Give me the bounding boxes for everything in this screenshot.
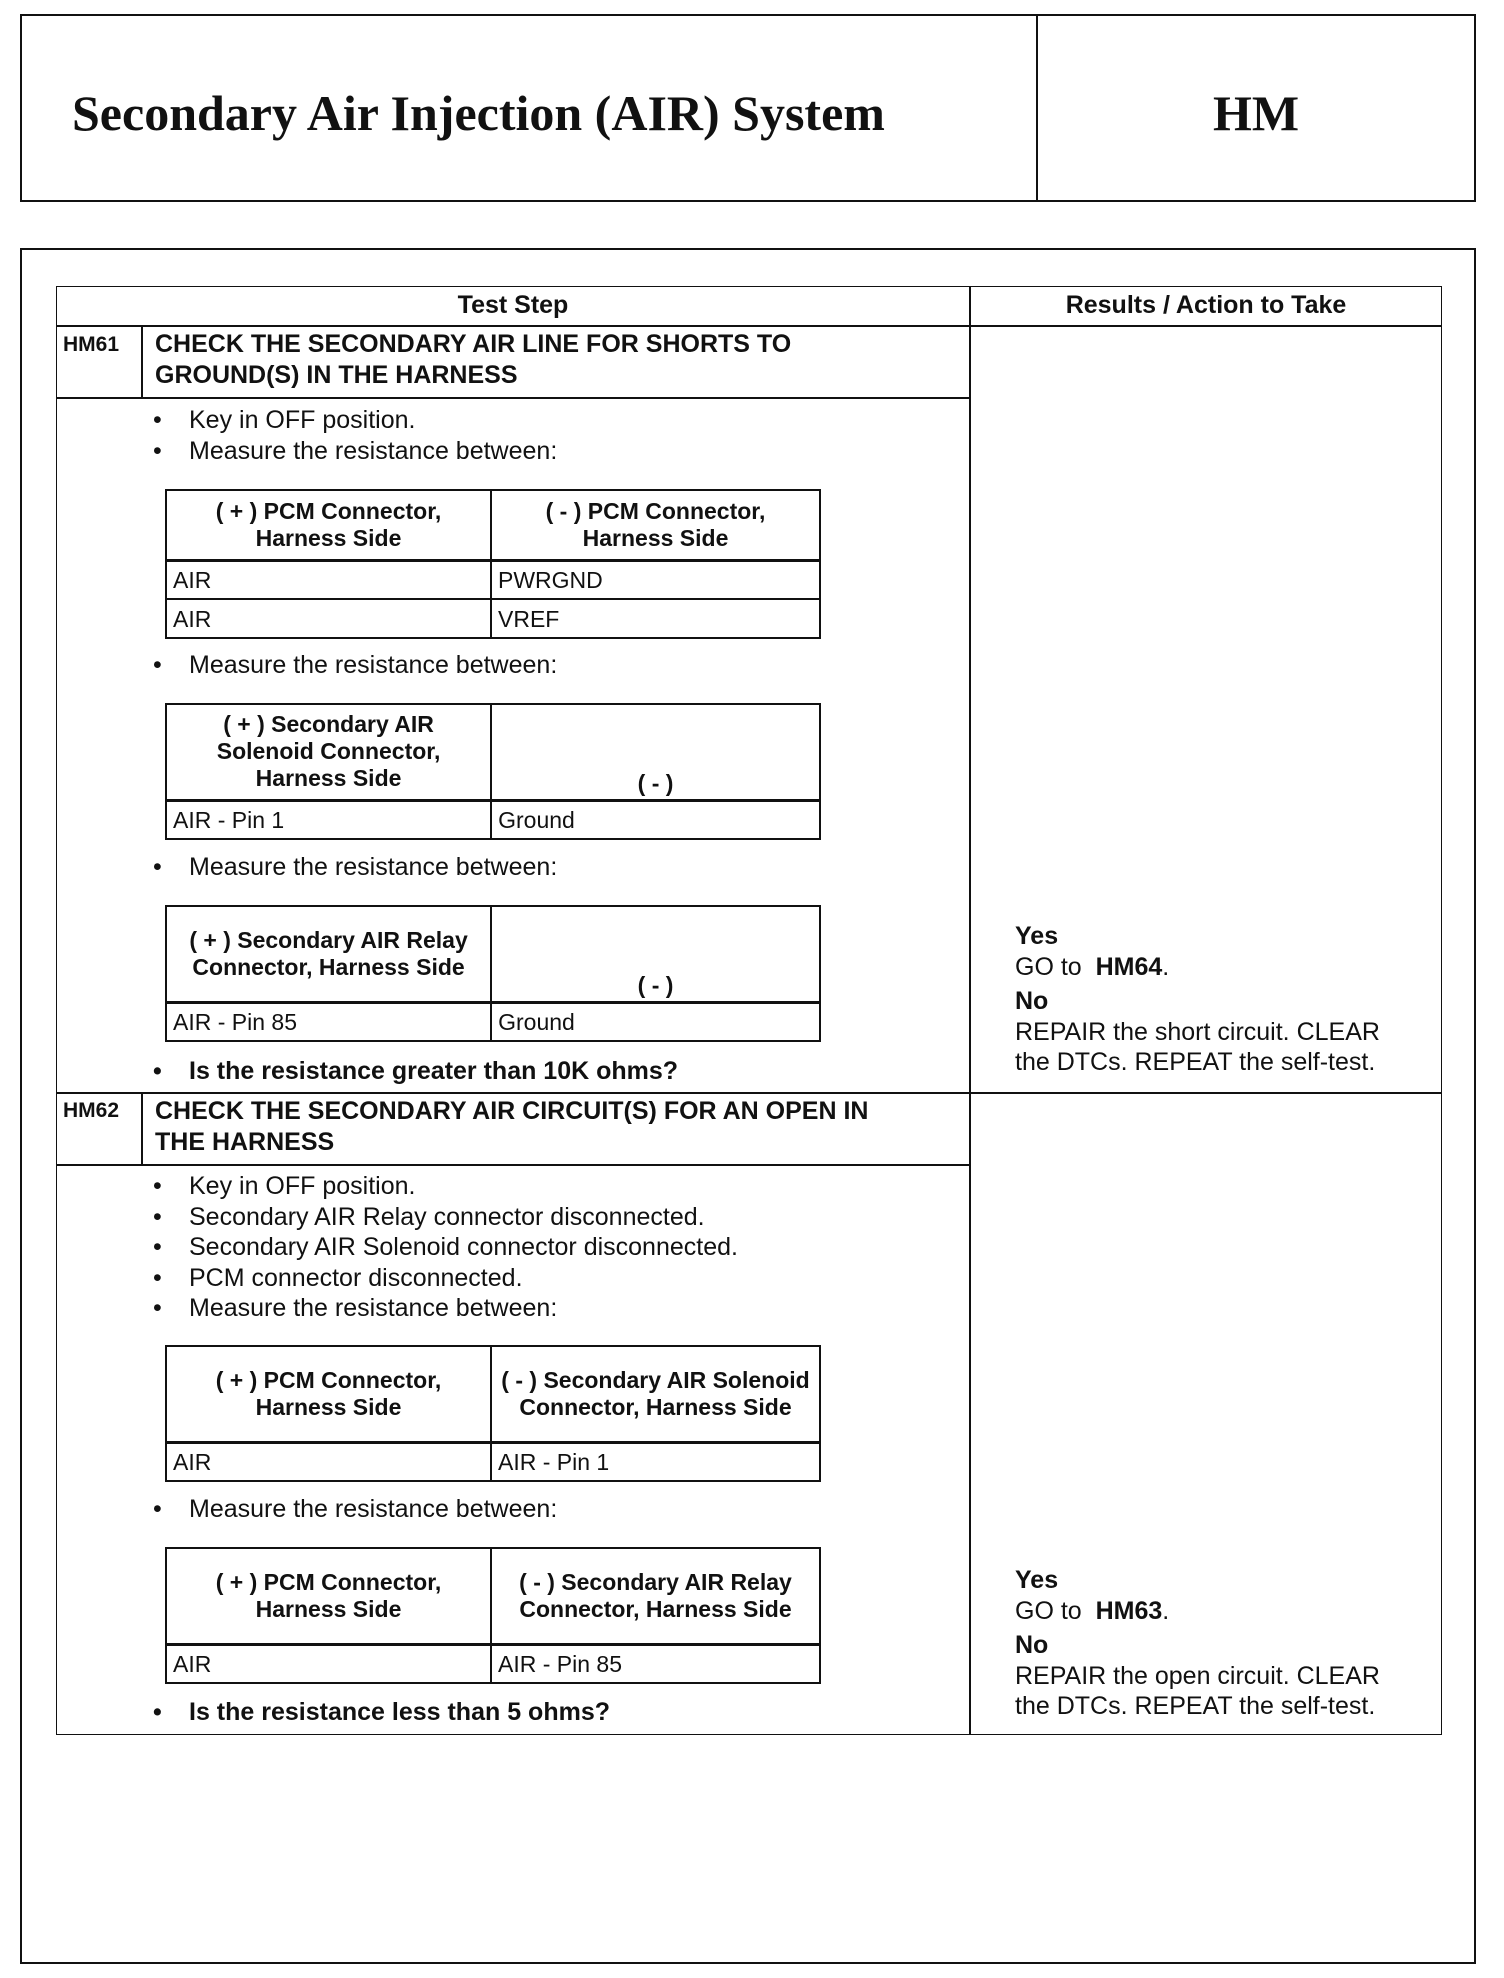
table-cell: VREF bbox=[491, 599, 820, 638]
diagnostic-table bbox=[56, 286, 1442, 1735]
list-item: • Measure the resistance between: bbox=[147, 1293, 738, 1324]
table-cell: AIR - Pin 85 bbox=[166, 1002, 491, 1041]
list-item: • Measure the resistance between: bbox=[147, 650, 557, 681]
result-no-line: the DTCs. REPEAT the self-test. bbox=[1015, 1048, 1376, 1076]
connector-head-positive: ( + ) PCM Connector, Harness Side bbox=[166, 1346, 491, 1442]
step-title: CHECK THE SECONDARY AIR LINE FOR SHORTS TO GROUND(S) IN THE HARNESS bbox=[155, 330, 792, 389]
table-cell: AIR bbox=[166, 1644, 491, 1683]
connector-head-negative: ( - ) Secondary AIR Relay Connector, Harness Side bbox=[491, 1548, 820, 1644]
result-no-line: REPAIR the open circuit. CLEAR bbox=[1015, 1661, 1380, 1690]
step-result bbox=[1015, 1565, 1435, 1722]
step-separator bbox=[57, 1092, 1441, 1094]
result-yes-suffix: . bbox=[1162, 1596, 1170, 1625]
result-yes-target[interactable]: HM64 bbox=[1095, 952, 1163, 981]
step-instructions bbox=[147, 852, 557, 883]
connector-table bbox=[165, 703, 821, 840]
table-cell: AIR - Pin 85 bbox=[491, 1644, 820, 1683]
step-id: HM62 bbox=[63, 1099, 120, 1122]
result-yes-prefix: GO to bbox=[1015, 952, 1082, 981]
step-id-divider bbox=[141, 325, 143, 397]
step-id: HM61 bbox=[63, 333, 120, 356]
connector-head-negative: ( - ) Secondary AIR Solenoid Connector, Harness Side bbox=[491, 1346, 820, 1442]
result-no-line: REPAIR the short circuit. CLEAR bbox=[1015, 1017, 1380, 1046]
column-header-results: Results / Action to Take bbox=[1065, 291, 1347, 319]
list-item: • Measure the resistance between: bbox=[147, 436, 557, 467]
table-cell: AIR bbox=[166, 1442, 491, 1481]
result-yes-action bbox=[1015, 1596, 1435, 1627]
step-title-rule bbox=[57, 1164, 969, 1166]
connector-head-negative: ( - ) bbox=[491, 704, 820, 800]
column-divider bbox=[969, 287, 971, 1734]
result-no-label: No bbox=[1015, 987, 1049, 1015]
connector-head-positive: ( + ) PCM Connector, Harness Side bbox=[166, 1548, 491, 1644]
content-frame bbox=[20, 248, 1476, 1964]
connector-table bbox=[165, 489, 821, 639]
question-text: • Is the resistance greater than 10K ohms? bbox=[147, 1056, 678, 1087]
step-instructions bbox=[147, 1171, 738, 1324]
result-yes-suffix: . bbox=[1162, 952, 1170, 981]
table-cell: PWRGND bbox=[491, 560, 820, 599]
list-item: • Secondary AIR Solenoid connector disconnected. bbox=[147, 1232, 738, 1263]
question-text: • Is the resistance less than 5 ohms? bbox=[147, 1697, 610, 1728]
list-item: • PCM connector disconnected. bbox=[147, 1263, 738, 1294]
page-header bbox=[20, 14, 1476, 202]
connector-head-positive: ( + ) PCM Connector, Harness Side bbox=[166, 490, 491, 560]
connector-table bbox=[165, 1547, 821, 1684]
step-result bbox=[1015, 921, 1435, 1078]
result-yes-label: Yes bbox=[1015, 1566, 1059, 1594]
connector-head-positive: ( + ) Secondary AIR Solenoid Connector, Harness Side bbox=[166, 704, 491, 800]
table-cell: Ground bbox=[491, 1002, 820, 1041]
step-instructions bbox=[147, 650, 557, 681]
result-no-line: the DTCs. REPEAT the self-test. bbox=[1015, 1692, 1376, 1720]
connector-table bbox=[165, 1345, 821, 1482]
table-cell: AIR - Pin 1 bbox=[166, 800, 491, 839]
step-instructions bbox=[147, 405, 557, 466]
connector-table bbox=[165, 905, 821, 1042]
table-cell: AIR bbox=[166, 560, 491, 599]
step-instructions bbox=[147, 1494, 557, 1525]
connector-head-negative: ( - ) PCM Connector, Harness Side bbox=[491, 490, 820, 560]
step-title: CHECK THE SECONDARY AIR CIRCUIT(S) FOR AN OPEN IN THE HARNESS bbox=[155, 1097, 869, 1156]
table-cell: Ground bbox=[491, 800, 820, 839]
connector-head-positive: ( + ) Secondary AIR Relay Connector, Harness Side bbox=[166, 906, 491, 1002]
page-title: Secondary Air Injection (AIR) System bbox=[72, 85, 885, 141]
header-rule bbox=[57, 325, 1441, 327]
result-yes-action bbox=[1015, 952, 1435, 983]
step-title-rule bbox=[57, 397, 969, 399]
result-yes-prefix: GO to bbox=[1015, 1596, 1082, 1625]
step-question bbox=[147, 1697, 610, 1728]
table-cell: AIR bbox=[166, 599, 491, 638]
list-item: • Key in OFF position. bbox=[147, 405, 557, 436]
list-item: • Measure the resistance between: bbox=[147, 1494, 557, 1525]
list-item: • Measure the resistance between: bbox=[147, 852, 557, 883]
result-yes-target[interactable]: HM63 bbox=[1095, 1596, 1163, 1625]
list-item: • Key in OFF position. bbox=[147, 1171, 738, 1202]
result-no-label: No bbox=[1015, 1631, 1049, 1659]
step-id-divider bbox=[141, 1092, 143, 1164]
step-question bbox=[147, 1056, 678, 1087]
result-yes-label: Yes bbox=[1015, 922, 1059, 950]
section-code: HM bbox=[1212, 85, 1300, 141]
connector-head-negative: ( - ) bbox=[491, 906, 820, 1002]
table-cell: AIR - Pin 1 bbox=[491, 1442, 820, 1481]
column-header-test-step: Test Step bbox=[457, 291, 569, 319]
list-item: • Secondary AIR Relay connector disconnected. bbox=[147, 1202, 738, 1233]
